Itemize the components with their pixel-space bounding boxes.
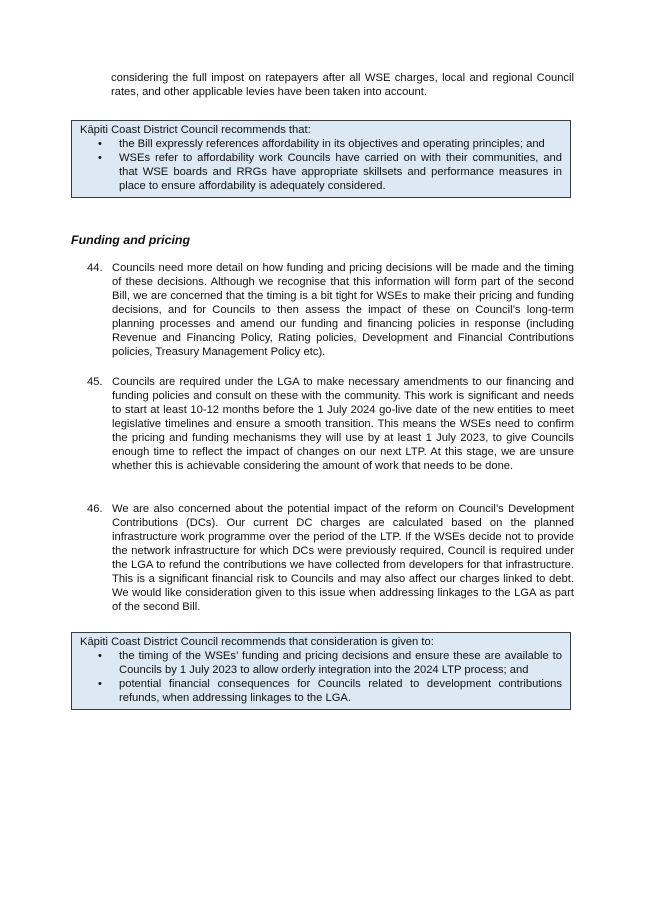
bullet-icon: • (98, 138, 102, 150)
recommendation-intro: Kāpiti Coast District Council recommends that consideration is given to: (80, 636, 434, 648)
numbered-paragraph-44 (87, 261, 574, 359)
numbered-paragraph-46 (87, 502, 574, 614)
recommendation-item: • the timing of the WSEs’ funding and pricing decisions and ensure these are available to Councils by 1 July 2023 to allow orderly integration into the 2024 LTP process; and (98, 650, 562, 676)
continuation-paragraph: considering the full impost on ratepayers after all WSE charges, local and regional Council rates, and other applicable levies have been taken into account. (111, 72, 574, 98)
recommendation-list (80, 137, 562, 193)
recommendation-item: • WSEs refer to affordability work Councils have carried on with their communities, and that WSE boards and RRGs have appropriate skillsets and performance measures in place to ensure affordability is adequately considered. (98, 152, 562, 192)
paragraph-number: 44. (87, 262, 103, 274)
recommendation-intro: Kāpiti Coast District Council recommends that: (80, 124, 311, 136)
paragraph-text: Councils are required under the LGA to make necessary amendments to our financing and funding policies and consult on these with the community. This work is significant and needs to start at least 10-12 months before the 1 July 2024 go-live date of the new entities to meet legislative timelines and ensure a smooth transition. This means the WSEs need to confirm the pricing and funding mechanisms they will use by at least 1 July 2023, to give Councils enough time to reflect the impact of changes on our next LTP. At this stage, we are unsure whether this is achievable considering the amount of work that needs to be done. (112, 376, 574, 472)
paragraph-text: Councils need more detail on how funding and pricing decisions will be made and the timing of these decisions. Although we recognise that this information will form part of the second Bill, we are concerned that the timing is a bit tight for WSEs to make their pricing and funding decisions, and for Councils to then assess the impact of these on Council’s long-term planning processes and amend our funding and financing policies in response (including Revenue and Financing Policy, Rating policies, Development and Financial Contributions policies, Treasury Management Policy etc). (112, 262, 574, 358)
paragraph-number: 46. (87, 503, 103, 515)
bullet-icon: • (98, 678, 102, 690)
section-heading: Funding and pricing (71, 233, 191, 247)
paragraph-text: We are also concerned about the potential impact of the reform on Council’s Development Contributions (DCs). Our current DC charges are calculated based on the planned infrastructure work programme over the period of the LTP. If the WSEs decide not to provide the network infrastructure for which DCs were previously required, Council is required under the LGA to refund the contributions we have collected from developers for that infrastructure. This is a significant financial risk to Councils and may also affect our charges linked to debt. We would like consideration given to this issue when addressing linkages to the LGA as part of the second Bill. (112, 503, 574, 613)
recommendation-box-affordability (71, 120, 571, 198)
paragraph-number: 45. (87, 376, 103, 388)
recommendation-list (80, 649, 562, 705)
numbered-paragraph-45 (87, 375, 574, 473)
recommendation-box-funding (71, 632, 571, 710)
recommendation-item: • the Bill expressly references affordability in its objectives and operating principles; and (98, 138, 545, 150)
bullet-icon: • (98, 152, 102, 164)
recommendation-item: • potential financial consequences for Councils related to development contributions refunds, when addressing linkages to the LGA. (98, 678, 562, 704)
bullet-icon: • (98, 650, 102, 662)
